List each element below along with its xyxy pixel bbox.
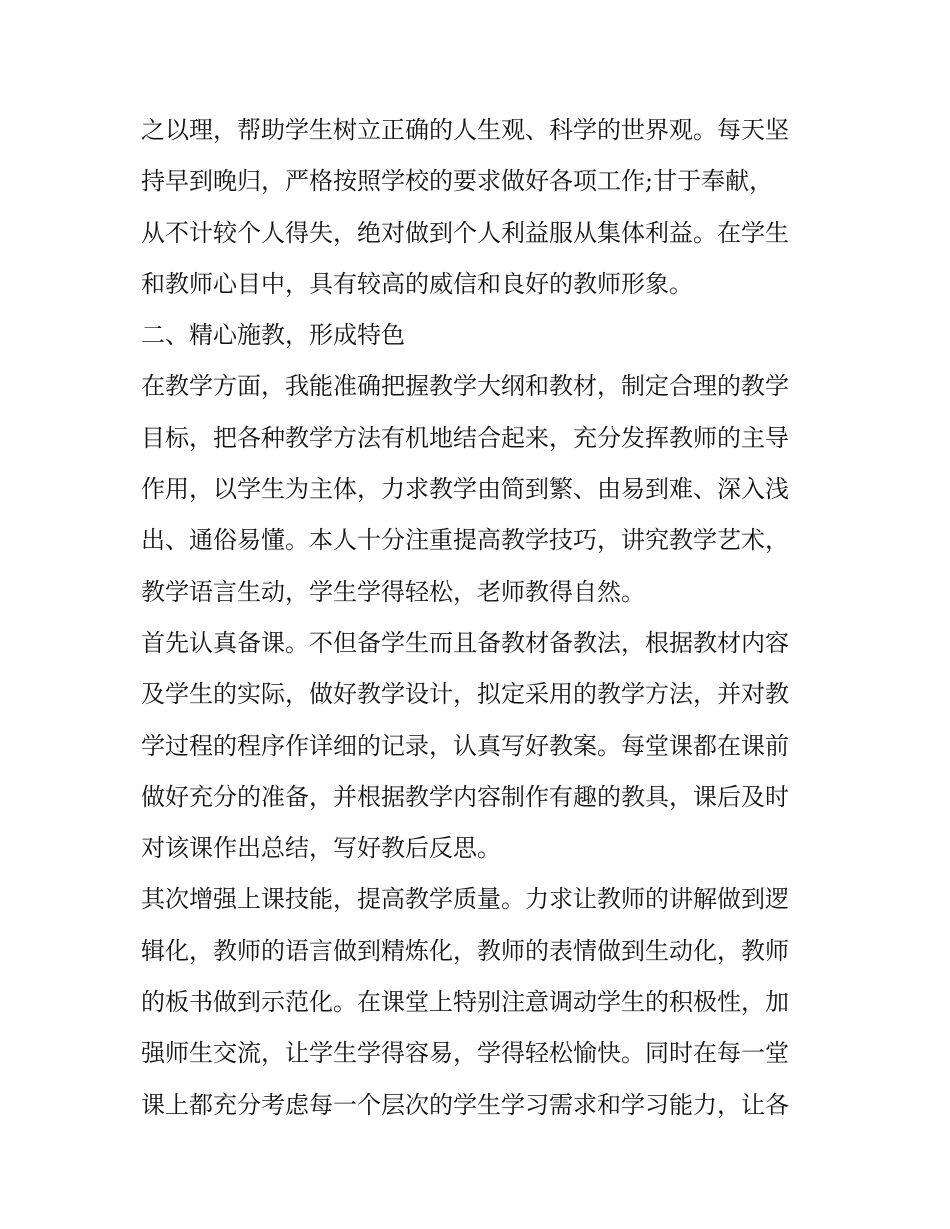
text-line: 课上都充分考虑每一个层次的学生学习需求和学习能力，让各 [141,1090,789,1119]
text-line: 教学语言生动，学生学得轻松，老师教得自然。 [141,577,645,606]
text-line: 强师生交流，让学生学得容易，学得轻松愉快。同时在每一堂 [141,1039,789,1068]
text-line: 从不计较个人得失，绝对做到个人利益服从集体利益。在学生 [141,218,789,247]
text-line: 对该课作出总结，写好教后反思。 [141,834,501,863]
text-line: 及学生的实际，做好教学设计，拟定采用的教学方法，并对教 [141,680,789,709]
text-line: 学过程的程序作详细的记录，认真写好教案。每堂课都在课前 [141,731,789,760]
text-line: 的板书做到示范化。在课堂上特别注意调动学生的积极性，加 [141,988,789,1017]
text-line: 之以理，帮助学生树立正确的人生观、科学的世界观。每天坚 [141,116,789,144]
text-line: 其次增强上课技能，提高教学质量。力求让教师的讲解做到逻 [141,885,789,914]
text-line: 首先认真备课。不但备学生而且备教材备教法，根据教材内容 [141,628,789,657]
text-line: 目标，把各种教学方法有机地结合起来，充分发挥教师的主导 [141,423,789,452]
text-line: 辑化，教师的语言做到精炼化，教师的表情做到生动化，教师 [141,936,789,965]
text-line: 出、通俗易懂。本人十分注重提高教学技巧，讲究教学艺术， [141,526,789,555]
text-line: 做好充分的准备，并根据教学内容制作有趣的教具，课后及时 [141,782,789,811]
section-heading: 二、精心施教，形成特色 [141,321,405,350]
text-line: 在教学方面，我能准确把握教学大纲和教材，制定合理的教学 [141,372,789,401]
text-line: 持早到晚归，严格按照学校的要求做好各项工作;甘于奉献， [141,167,774,196]
text-line: 作用，以学生为主体，力求教学由简到繁、由易到难、深入浅 [141,475,789,504]
document-body [141,105,821,1131]
text-line: 和教师心目中，具有较高的威信和良好的教师形象。 [141,269,693,298]
